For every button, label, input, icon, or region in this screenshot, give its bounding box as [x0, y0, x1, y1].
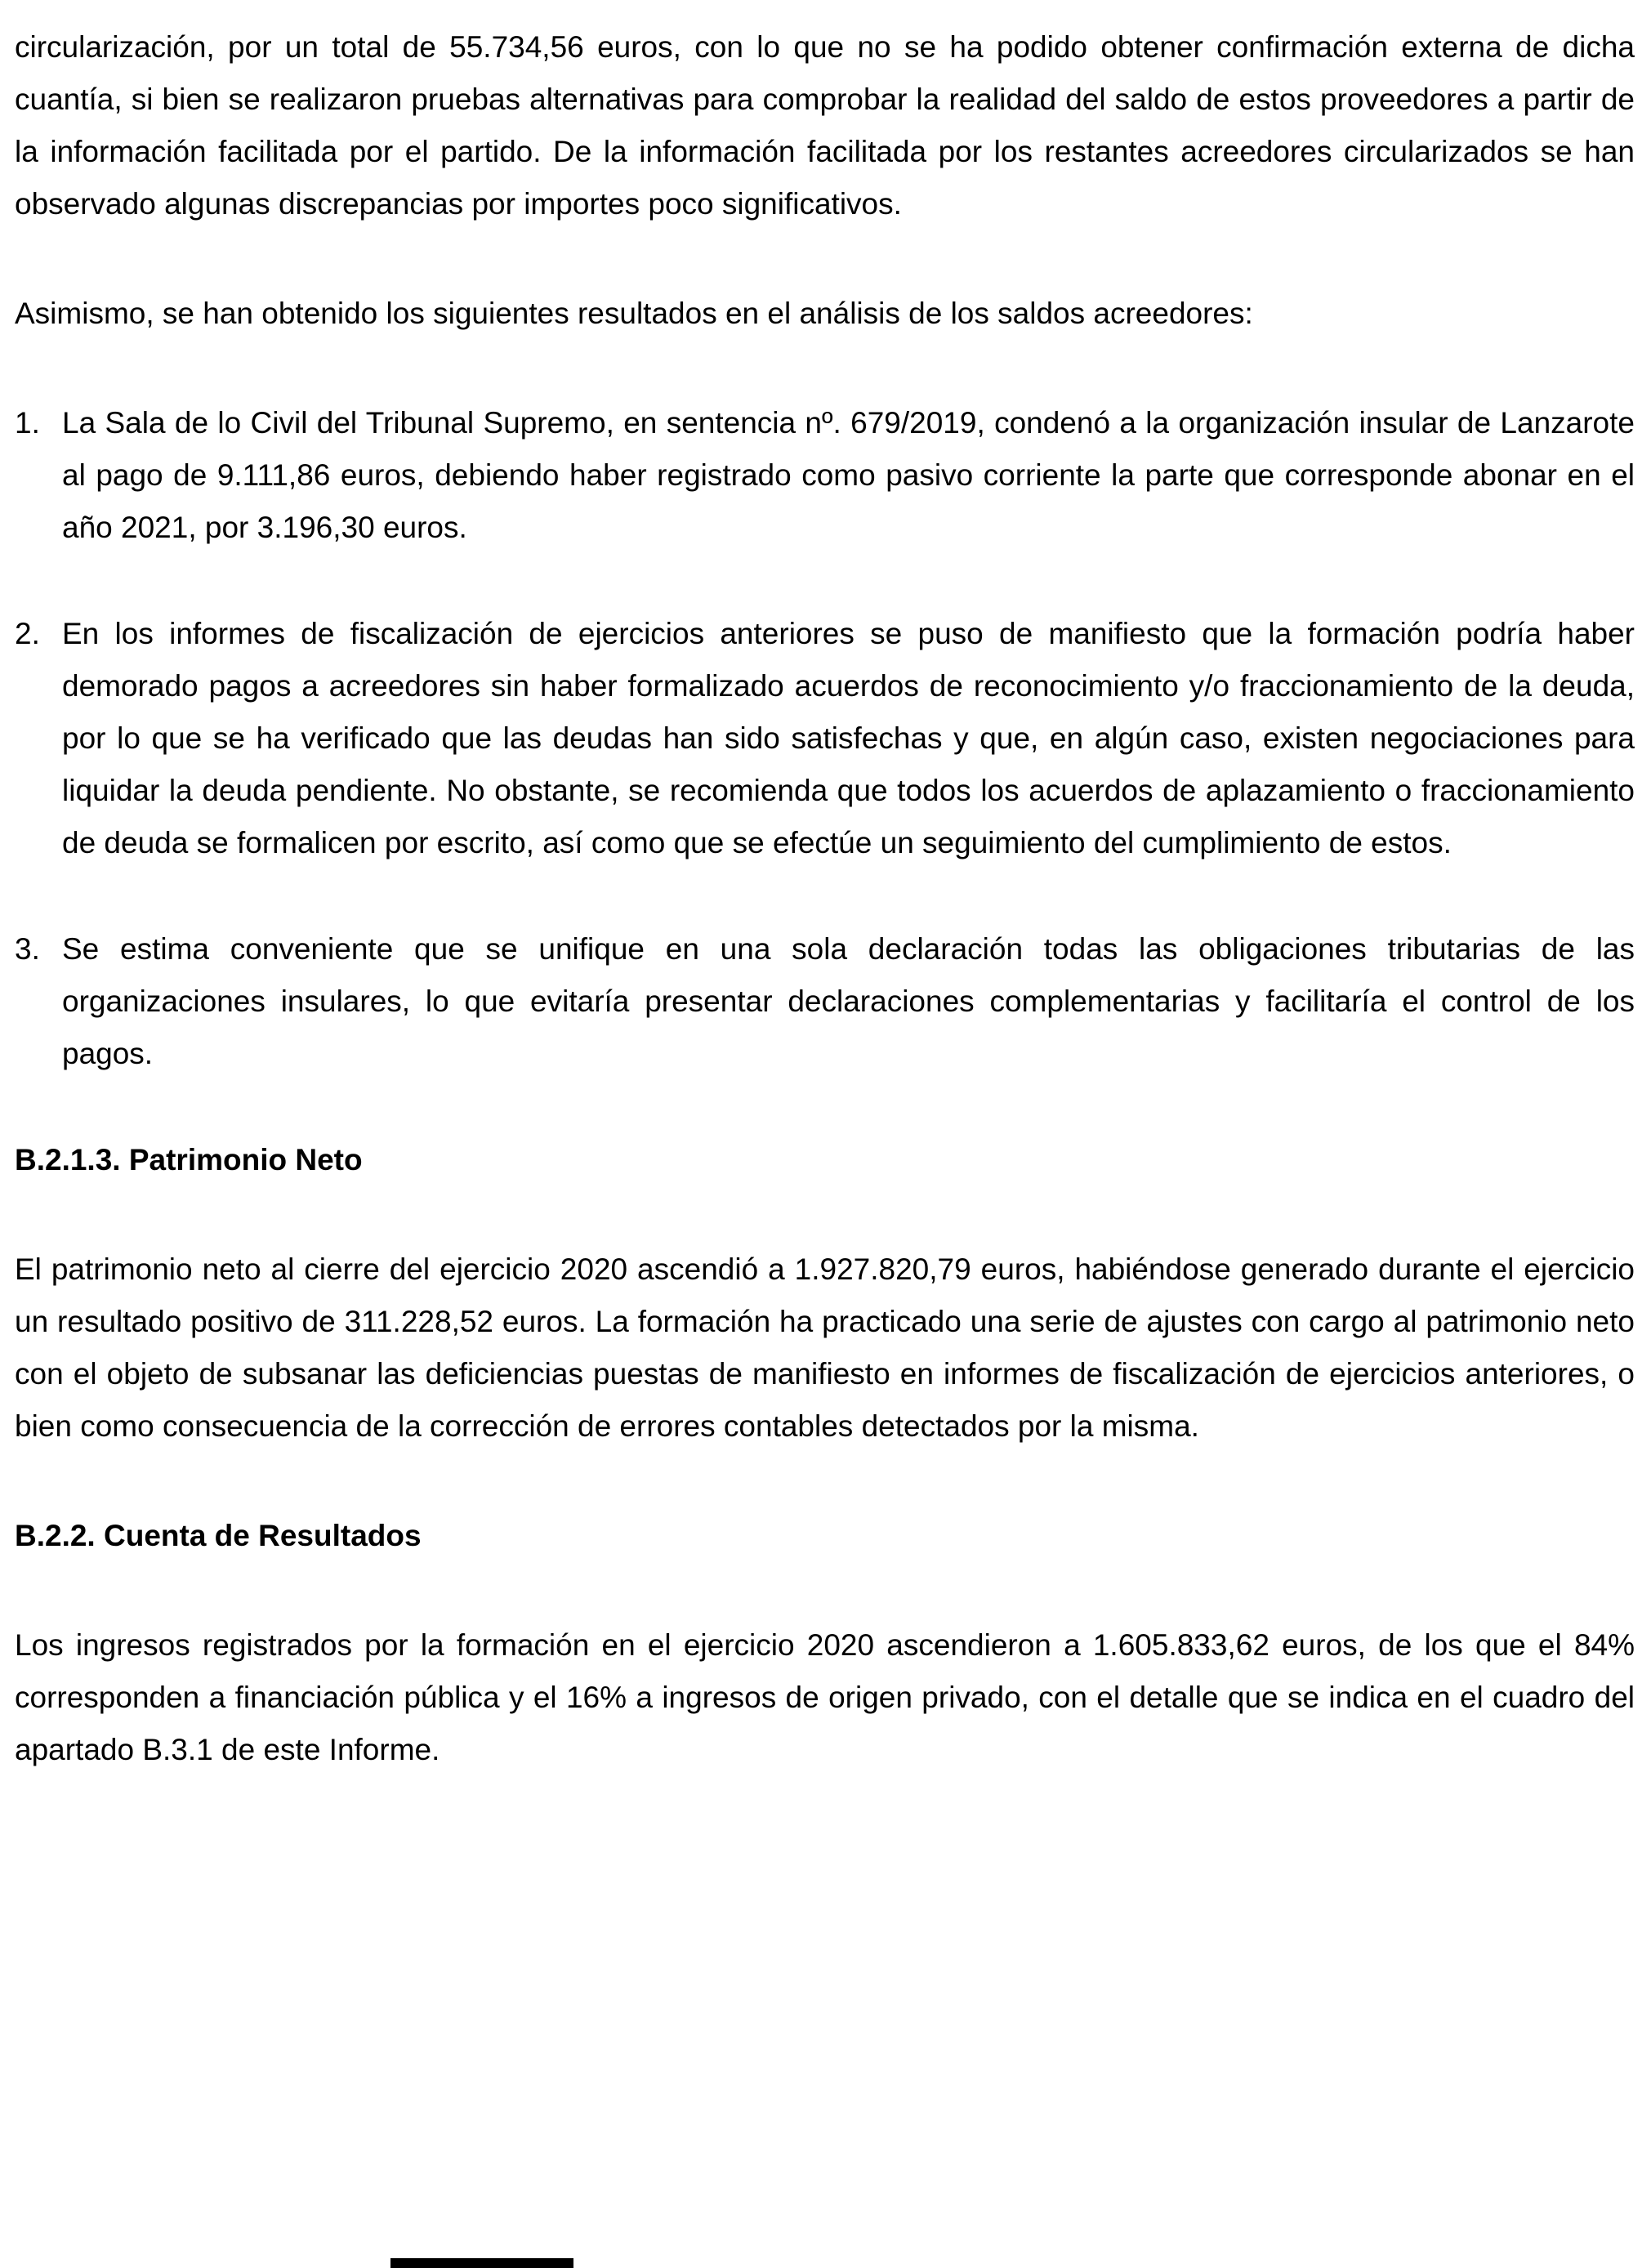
list-item-number: 3.	[15, 932, 40, 966]
list-item-text: La Sala de lo Civil del Tribunal Supremo, en sentencia nº. 679/2019, condenó a la organización insular de Lanzarote al pago de 9.111,86 euros, debiendo haber registrado como pasivo corriente la parte que corresponde abonar en el año 2021, por 3.196,30 euros.	[62, 406, 1635, 544]
list-item	[15, 608, 1635, 869]
section-heading-cuenta-resultados: B.2.2. Cuenta de Resultados	[15, 1519, 422, 1552]
paragraph-asimismo: Asimismo, se han obtenido los siguientes resultados en el análisis de los saldos acreedores:	[15, 297, 1253, 330]
paragraph-circularizacion: circularización, por un total de 55.734,56 euros, con lo que no se ha podido obtener confirmación externa de dicha cuantía, si bien se realizaron pruebas alternativas para comprobar la realidad del saldo de estos proveedores a partir de la información facilitada por el partido. De la información facilitada por los restantes acreedores circularizados se han observado algunas discrepancias por importes poco significativos.	[15, 30, 1635, 221]
list-item-number: 2.	[15, 617, 40, 650]
list-item-text: Se estima conveniente que se unifique en una sola declaración todas las obligaciones tributarias de las organizaciones insulares, lo que evitaría presentar declaraciones complementarias y facilitaría el control de los pagos.	[62, 932, 1635, 1070]
numbered-list	[15, 397, 1635, 1080]
list-item	[15, 397, 1635, 554]
list-item-text: En los informes de fiscalización de ejercicios anteriores se puso de manifiesto que la formación podría haber demorado pagos a acreedores sin haber formalizado acuerdos de reconocimiento y/o fraccionamiento de la deuda, por lo que se ha verificado que las deudas han sido satisfechas y que, en algún caso, existen negociaciones para liquidar la deuda pendiente. No obstante, se recomienda que todos los acuerdos de aplazamiento o fraccionamiento de deuda se formalicen por escrito, así como que se efectúe un seguimiento del cumplimiento de estos.	[62, 617, 1635, 859]
partial-next-page-element	[390, 2258, 573, 2268]
list-item	[15, 923, 1635, 1080]
section-heading-patrimonio-neto: B.2.1.3. Patrimonio Neto	[15, 1143, 363, 1176]
paragraph-cuenta-resultados: Los ingresos registrados por la formación en el ejercicio 2020 ascendieron a 1.605.833,62 euros, de los que el 84% corresponden a financiación pública y el 16% a ingresos de origen privado, con el detalle que se indica en el cuadro del apartado B.3.1 de este Informe.	[15, 1628, 1635, 1766]
list-item-number: 1.	[15, 406, 40, 440]
paragraph-patrimonio-neto: El patrimonio neto al cierre del ejercicio 2020 ascendió a 1.927.820,79 euros, habiéndose generado durante el ejercicio un resultado positivo de 311.228,52 euros. La formación ha practicado una serie de ajustes con cargo al patrimonio neto con el objeto de subsanar las deficiencias puestas de manifiesto en informes de fiscalización de ejercicios anteriores, o bien como consecuencia de la corrección de errores contables detectados por la misma.	[15, 1252, 1635, 1443]
